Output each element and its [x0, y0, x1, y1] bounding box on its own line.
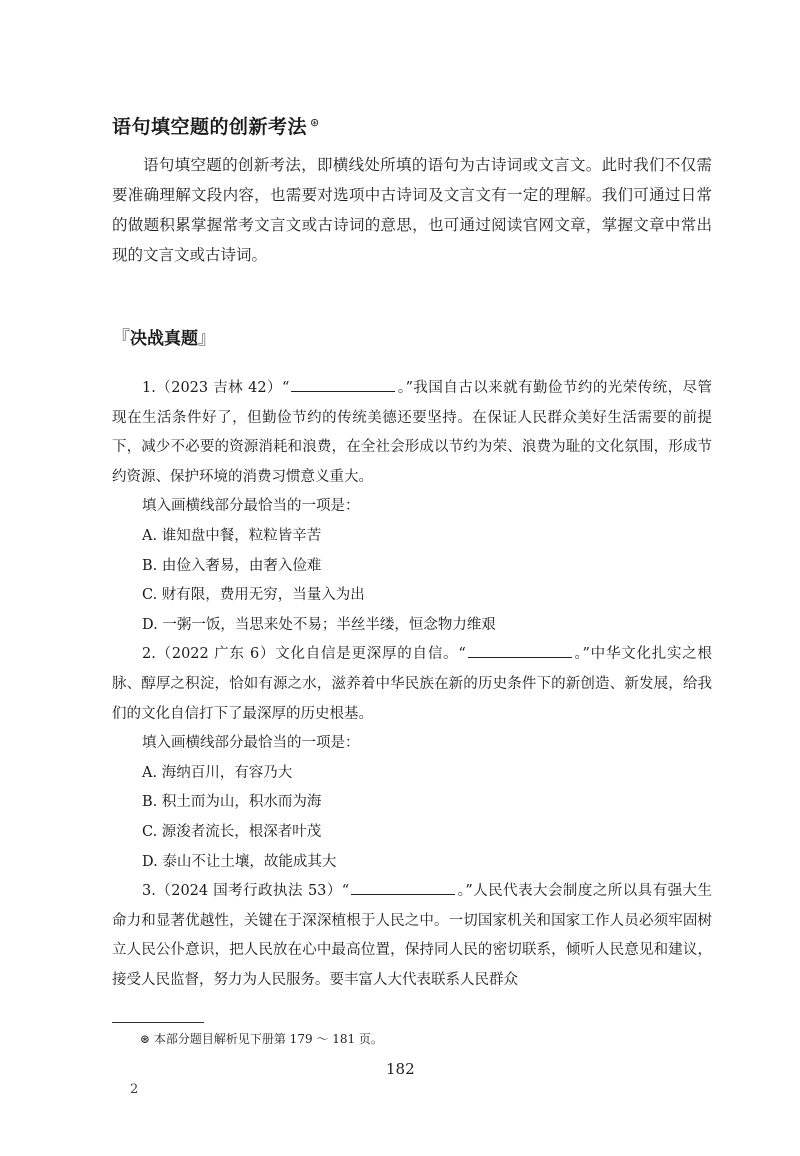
practice-heading	[112, 324, 216, 350]
bracket-open: 『	[112, 328, 130, 349]
option-d: D. 一粥一饭，当思来处不易；半丝半缕，恒念物力维艰	[142, 616, 496, 633]
option-a: A. 谁知盘中餐，粒粒皆辛苦	[142, 527, 322, 544]
footnote: ⊛ 本部分题目解析见下册第 179 ～ 181 页。	[140, 1032, 383, 1046]
option-a: A. 海纳百川，有容乃大	[142, 764, 293, 781]
answer-blank	[351, 880, 455, 895]
question-prompt: 填入画横线部分最恰当的一项是：	[142, 735, 360, 752]
section-intro: 语句填空题的创新考法，即横线处所填的语句为古诗词或文言文。此时我们不仅需要准确理解文段内容，也需要对选项中古诗词及文言文有一定的理解。我们可通过日常的做题积累掌握常考文言文或古诗词的意思，也可通过阅读官网文章，掌握文章中常出现的文言文或古诗词。	[112, 156, 712, 264]
question-3	[112, 877, 712, 995]
bracket-close: 』	[198, 328, 216, 349]
answer-blank	[468, 643, 572, 658]
question-2	[112, 640, 712, 877]
footnote-mark-icon: ⊛	[310, 115, 320, 129]
option-b: B. 由俭入奢易，由奢入俭难	[142, 557, 322, 574]
question-list	[112, 374, 712, 995]
question-stem	[112, 374, 712, 492]
question-passage: 。”我国自古以来就有勤俭节约的光荣传统，尽管现在生活条件好了，但勤俭节约的传统美德还要坚持。在保证人民群众美好生活需要的前提下，减少不必要的资源消耗和浪费，在全社会形成以节约为荣、浪费为耻的文化氛围，形成节约资源、保护环境的消费习惯意义重大。	[112, 380, 712, 485]
question-number: 3.（2024 国考行政执法 53）“	[142, 883, 350, 900]
question-stem	[112, 877, 712, 995]
question-1	[112, 374, 712, 640]
question-number: 1.（2023 吉林 42）“	[142, 380, 290, 396]
option-c: C. 源浚者流长，根深者叶茂	[142, 823, 322, 840]
option-b: B. 积土而为山，积水而为海	[142, 794, 322, 811]
option-d: D. 泰山不让土壤，故能成其大	[142, 853, 337, 870]
section-title-text: 语句填空题的创新考法	[112, 116, 308, 138]
section-title	[112, 112, 320, 139]
question-passage: 。”中华文化扎实之根脉、醇厚之积淀，恰如有源之水，滋养着中华民族在新的历史条件下的新创造、新发展，给我们的文化自信打下了最深厚的历史根基。	[112, 646, 712, 722]
answer-blank	[291, 377, 395, 392]
option-c: C. 财有限，费用无穷，当量入为出	[142, 587, 365, 604]
footnote-divider	[112, 1022, 204, 1023]
question-passage: 。”人民代表大会制度之所以具有强大生命力和显著优越性，关键在于深深植根于人民之中。一切国家机关和国家工作人员必须牢固树立人民公仆意识，把人民放在心中最高位置，保持同人民的密切联系，倾听人民意见和建议，接受人民监督，努力为人民服务。要丰富人大代表联系人民群众	[112, 883, 712, 988]
page-number: 182	[386, 1060, 415, 1078]
question-number: 2.（2022 广东 6）文化自信是更深厚的自信。“	[142, 646, 466, 663]
edge-mark: 2	[130, 1082, 139, 1097]
practice-label: 决战真题	[130, 329, 198, 349]
question-prompt: 填入画横线部分最恰当的一项是：	[142, 498, 360, 515]
question-stem	[112, 640, 712, 729]
